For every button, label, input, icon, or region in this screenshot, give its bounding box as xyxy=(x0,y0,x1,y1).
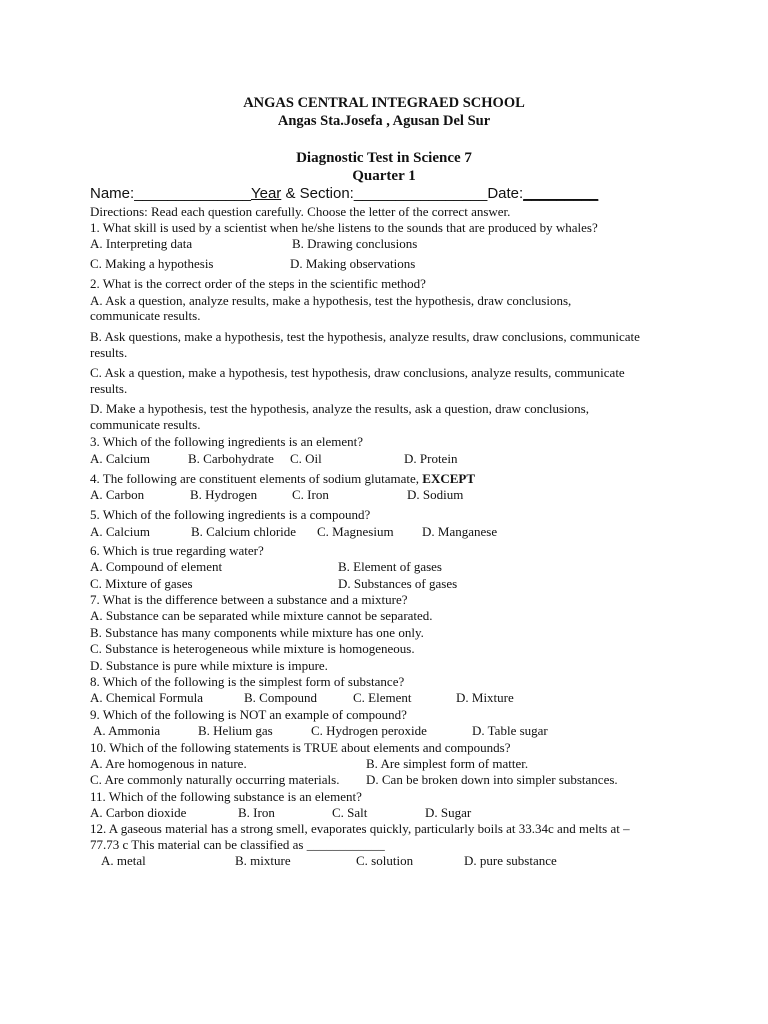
q11-option-b[interactable]: B. Iron xyxy=(238,805,275,820)
year-label: Year xyxy=(250,185,282,202)
question-5: 5. Which of the following ingredients is a compound? xyxy=(90,507,371,522)
question-7: 7. What is the difference between a substance and a mixture? xyxy=(90,592,408,607)
q7-option-b[interactable]: B. Substance has many components while mixture has one only. xyxy=(90,625,424,640)
test-title: Diagnostic Test in Science 7 xyxy=(296,150,472,166)
question-12-text2: 77.73 c This material can be classified as xyxy=(90,837,307,852)
q1-option-a[interactable]: A. Interpreting data xyxy=(90,236,193,251)
q8-option-b[interactable]: B. Compound xyxy=(244,690,317,705)
q12-option-b[interactable]: B. mixture xyxy=(235,853,291,868)
question-3: 3. Which of the following ingredients is an element? xyxy=(90,434,364,449)
q7-option-a[interactable]: A. Substance can be separated while mixture cannot be separated. xyxy=(90,608,433,623)
q10-option-c[interactable]: C. Are commonly naturally occurring materials. xyxy=(90,772,340,787)
q4-option-a[interactable]: A. Carbon xyxy=(90,487,145,502)
q8-option-a[interactable]: A. Chemical Formula xyxy=(90,690,204,705)
school-name: ANGAS CENTRAL INTEGRAED SCHOOL xyxy=(243,95,525,111)
q3-option-b[interactable]: B. Carbohydrate xyxy=(188,451,274,466)
q3-option-d[interactable]: D. Protein xyxy=(404,451,458,466)
q6-option-a[interactable]: A. Compound of element xyxy=(90,559,223,574)
question-12-blank[interactable]: ____________ xyxy=(306,837,385,852)
name-blank[interactable]: ______________ xyxy=(134,185,251,202)
q8-option-d[interactable]: D. Mixture xyxy=(456,690,514,705)
q2-option-c[interactable]: C. Ask a question, make a hypothesis, test hypothesis, draw conclusions, analyze results, communicate xyxy=(90,365,625,380)
q12-option-c[interactable]: C. solution xyxy=(356,853,414,868)
q4-option-d[interactable]: D. Sodium xyxy=(407,487,464,502)
q6-option-c[interactable]: C. Mixture of gases xyxy=(90,576,193,591)
q10-option-b[interactable]: B. Are simplest form of matter. xyxy=(366,756,529,771)
question-11: 11. Which of the following substance is an element? xyxy=(90,789,362,804)
quarter-label: Quarter 1 xyxy=(352,168,416,184)
q1-option-b[interactable]: B. Drawing conclusions xyxy=(292,236,418,251)
q11-option-a[interactable]: A. Carbon dioxide xyxy=(90,805,187,820)
question-12-cont xyxy=(90,837,385,853)
q2-option-b-cont: results. xyxy=(90,345,128,360)
school-address: Angas Sta.Josefa , Agusan Del Sur xyxy=(277,113,491,129)
student-info-line xyxy=(90,185,598,203)
q2-option-a[interactable]: A. Ask a question, analyze results, make a hypothesis, test the hypothesis, draw conclusions, xyxy=(90,293,572,308)
q2-option-c-cont: results. xyxy=(90,381,128,396)
question-12: 12. A gaseous material has a strong smell, evaporates quickly, particularly boils at 33.34c and melts at – xyxy=(90,821,630,836)
q2-option-d[interactable]: D. Make a hypothesis, test the hypothesis, analyze the results, ask a question, draw conclusions, xyxy=(90,401,589,416)
q5-option-c[interactable]: C. Magnesium xyxy=(317,524,394,539)
q7-option-d[interactable]: D. Substance is pure while mixture is impure. xyxy=(90,658,328,673)
q2-option-a-cont: communicate results. xyxy=(90,308,201,323)
q1-option-c[interactable]: C. Making a hypothesis xyxy=(90,256,214,271)
question-4-emphasis: EXCEPT xyxy=(422,471,476,486)
q12-option-a[interactable]: A. metal xyxy=(101,853,146,868)
date-blank[interactable]: _________ xyxy=(523,185,599,202)
q1-option-d[interactable]: D. Making observations xyxy=(290,256,416,271)
name-label: Name: xyxy=(90,185,135,202)
q4-option-b[interactable]: B. Hydrogen xyxy=(190,487,258,502)
question-1: 1. What skill is used by a scientist when he/she listens to the sounds that are produced by whales? xyxy=(90,220,598,235)
question-4-text: 4. The following are constituent elements of sodium glutamate, xyxy=(90,471,423,486)
question-2: 2. What is the correct order of the steps in the scientific method? xyxy=(90,276,426,291)
directions: Directions: Read each question carefully. Choose the letter of the correct answer. xyxy=(90,204,511,219)
q6-option-d[interactable]: D. Substances of gases xyxy=(338,576,458,591)
q12-option-d[interactable]: D. pure substance xyxy=(464,853,557,868)
q3-option-a[interactable]: A. Calcium xyxy=(90,451,150,466)
q11-option-c[interactable]: C. Salt xyxy=(332,805,368,820)
q10-option-d[interactable]: D. Can be broken down into simpler substances. xyxy=(366,772,618,787)
q8-option-c[interactable]: C. Element xyxy=(353,690,412,705)
q5-option-a[interactable]: A. Calcium xyxy=(90,524,150,539)
q4-option-c[interactable]: C. Iron xyxy=(292,487,329,502)
q5-option-d[interactable]: D. Manganese xyxy=(422,524,498,539)
section-blank[interactable]: ________________ xyxy=(353,185,488,202)
question-4 xyxy=(90,471,475,487)
q10-option-a[interactable]: A. Are homogenous in nature. xyxy=(90,756,247,771)
question-9: 9. Which of the following is NOT an example of compound? xyxy=(90,707,407,722)
q6-option-b[interactable]: B. Element of gases xyxy=(338,559,442,574)
q2-option-d-cont: communicate results. xyxy=(90,417,201,432)
q11-option-d[interactable]: D. Sugar xyxy=(425,805,472,820)
date-label: Date: xyxy=(487,185,524,202)
q2-option-b[interactable]: B. Ask questions, make a hypothesis, test the hypothesis, analyze results, draw conclusions, communicate xyxy=(90,329,640,344)
q9-option-c[interactable]: C. Hydrogen peroxide xyxy=(311,723,427,738)
q9-option-b[interactable]: B. Helium gas xyxy=(198,723,273,738)
q5-option-b[interactable]: B. Calcium chloride xyxy=(191,524,297,539)
section-label: & Section: xyxy=(281,185,354,202)
q9-option-a[interactable]: A. Ammonia xyxy=(93,723,161,738)
question-8: 8. Which of the following is the simplest form of substance? xyxy=(90,674,405,689)
q7-option-c[interactable]: C. Substance is heterogeneous while mixture is homogeneous. xyxy=(90,641,415,656)
question-6: 6. Which is true regarding water? xyxy=(90,543,264,558)
q9-option-d[interactable]: D. Table sugar xyxy=(472,723,548,738)
question-10: 10. Which of the following statements is TRUE about elements and compounds? xyxy=(90,740,511,755)
q3-option-c[interactable]: C. Oil xyxy=(290,451,322,466)
